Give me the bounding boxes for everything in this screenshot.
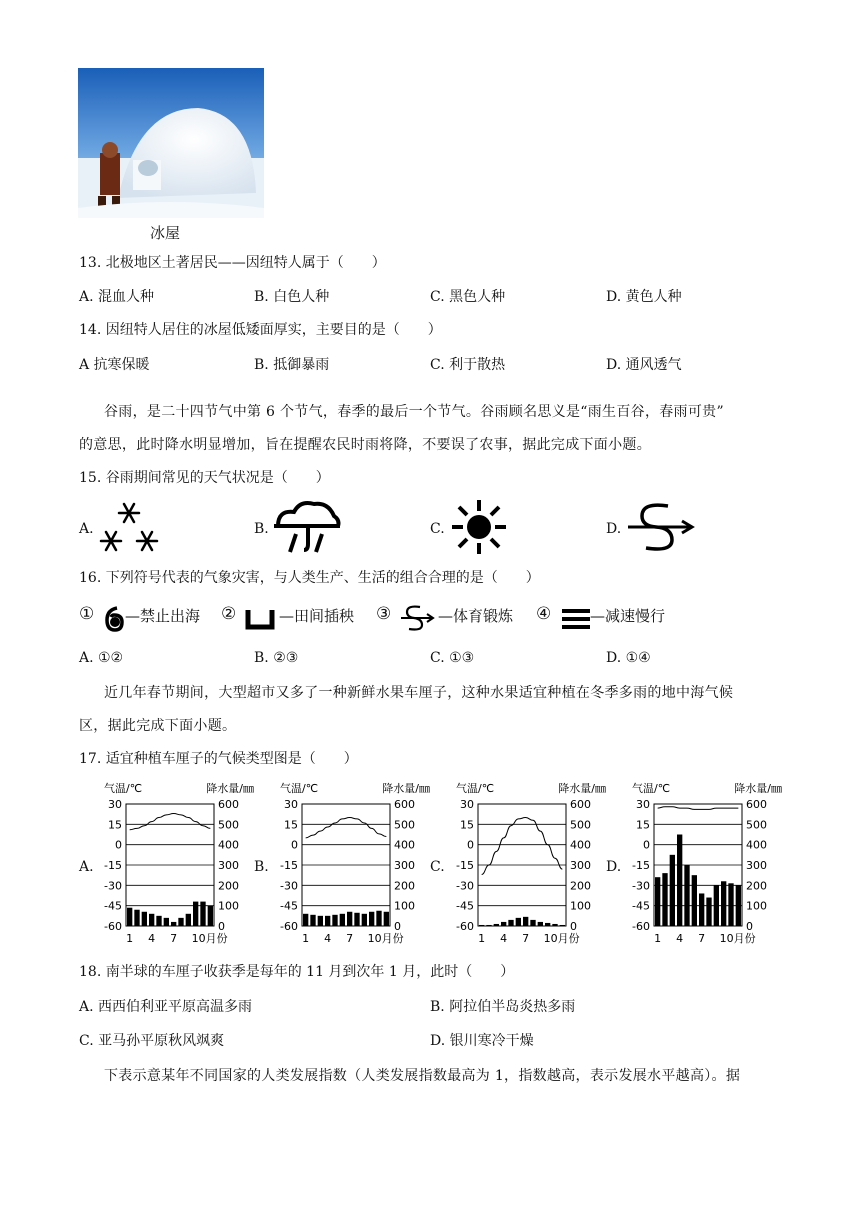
temp-axis-label: 气温/℃	[104, 782, 143, 795]
precip-bar	[670, 855, 675, 926]
month-tick-label: 4	[324, 932, 332, 945]
temp-tick-label: 15	[108, 818, 122, 832]
temp-tick-label: -45	[280, 899, 298, 913]
precip-tick-label: 600	[570, 798, 591, 811]
temperature-line	[658, 807, 739, 810]
q17-stem: 17. 适宜种植车厘子的气候类型图是（ ）	[79, 751, 358, 767]
temp-tick-label: 15	[284, 818, 298, 832]
q15-option-b-letter[interactable]: B.	[254, 521, 269, 537]
precip-tick-label: 500	[394, 818, 415, 832]
precip-bar	[186, 914, 191, 926]
precip-bar	[552, 924, 557, 926]
precip-bar	[677, 835, 682, 927]
q18-option-a[interactable]: A. 西西伯利亚平原高温多雨	[79, 999, 253, 1015]
precip-tick-label: 300	[394, 859, 415, 872]
symbol-label: —田间插秧	[279, 607, 355, 625]
temp-tick-label: -60	[280, 920, 298, 933]
precip-bar	[692, 875, 697, 926]
temp-axis-label: 气温/℃	[280, 782, 319, 795]
month-tick-label: 7	[698, 932, 706, 945]
precip-bar	[486, 925, 491, 926]
temp-tick-label: 30	[284, 798, 298, 811]
q14-option-b[interactable]: B. 抵御暴雨	[254, 357, 330, 373]
month-tick-label: 4	[148, 932, 156, 945]
temp-tick-label: 30	[636, 798, 650, 811]
temp-tick-label: 0	[643, 838, 650, 852]
precip-bar	[479, 925, 484, 926]
q13-option-a[interactable]: A. 混血人种	[79, 289, 155, 305]
temp-tick-label: 0	[291, 838, 298, 852]
precip-tick-label: 600	[746, 798, 767, 811]
precip-bar	[156, 916, 161, 926]
temp-tick-label: -60	[632, 920, 650, 933]
temp-tick-label: 0	[115, 838, 122, 852]
month-tick-label: 4	[500, 932, 508, 945]
precip-tick-label: 100	[570, 899, 591, 913]
igloo-photo	[78, 68, 264, 218]
precip-bar	[494, 924, 499, 926]
drought-icon	[245, 608, 275, 634]
temp-axis-label: 气温/℃	[632, 782, 671, 795]
precip-bar	[142, 912, 147, 926]
passage-cherry-line1: 近几年春节期间，大型超市又多了一种新鲜水果车厘子，这种水果适宜种植在冬季多雨的地中海气候	[104, 685, 734, 701]
q18-option-b[interactable]: B. 阿拉伯半岛炎热多雨	[430, 999, 576, 1015]
temp-tick-label: -30	[632, 879, 650, 893]
precip-bar	[303, 914, 308, 926]
sandstorm-icon	[400, 604, 436, 636]
temp-tick-label: 30	[108, 798, 122, 811]
temp-tick-label: -45	[104, 899, 122, 913]
precip-bar	[721, 881, 726, 926]
precip-bar	[332, 915, 337, 926]
precip-bar	[178, 918, 183, 926]
precip-bar	[354, 913, 359, 926]
precip-bar	[149, 914, 154, 926]
precip-tick-label: 200	[218, 879, 239, 893]
precip-tick-label: 100	[218, 899, 239, 913]
temperature-line	[482, 818, 563, 875]
q16-stem: 16. 下列符号代表的气象灾害，与人类生产、生活的组合合理的是（ ）	[79, 570, 540, 586]
climate-chart-d	[624, 778, 784, 952]
temp-tick-label: -30	[104, 879, 122, 893]
month-tick-label: 7	[170, 932, 178, 945]
precip-tick-label: 500	[570, 818, 591, 832]
precip-bar	[340, 914, 345, 926]
passage-guyu-line1: 谷雨，是二十四节气中第 6 个节气，春季的最后一个节气。谷雨顾名思义是“雨生百谷，春雨可贵”	[104, 404, 724, 420]
temp-tick-label: 15	[460, 818, 474, 832]
symbol-label: —减速慢行	[590, 607, 666, 625]
q17-option-a-letter[interactable]: A.	[79, 859, 94, 875]
month-tick-label: 10月份	[367, 932, 404, 945]
q17-option-d-letter[interactable]: D.	[606, 859, 622, 875]
temp-tick-label: -45	[632, 899, 650, 913]
passage-hdi-line1: 下表示意某年不同国家的人类发展指数（人类发展指数最高为 1，指数越高，表示发展水平越高）。据	[104, 1068, 741, 1084]
temp-tick-label: -60	[104, 920, 122, 933]
precip-bar	[706, 898, 711, 926]
precip-tick-label: 400	[570, 838, 591, 852]
q17-option-b-letter[interactable]: B.	[254, 859, 269, 875]
precip-bar	[545, 923, 550, 926]
temp-tick-label: -15	[632, 859, 650, 872]
q16-symbol-3	[376, 604, 514, 625]
temp-tick-label: 15	[636, 818, 650, 832]
rain-cloud-icon	[272, 498, 342, 560]
typhoon-icon	[103, 606, 125, 636]
temp-tick-label: -15	[104, 859, 122, 872]
q15-option-c-letter[interactable]: C.	[430, 521, 445, 537]
precip-bar	[200, 902, 205, 926]
symbol-number: ①	[79, 604, 95, 624]
climate-chart-c	[448, 778, 608, 952]
precip-bar	[516, 918, 521, 926]
q18-option-c[interactable]: C. 亚马孙平原秋风飒爽	[79, 1033, 225, 1049]
q13-stem: 13. 北极地区土著居民——因纽特人属于（ ）	[79, 255, 386, 271]
precip-bar	[134, 910, 139, 926]
precip-bar	[728, 883, 733, 926]
precip-tick-label: 200	[746, 879, 767, 893]
precip-bar	[736, 885, 741, 926]
q18-option-d[interactable]: D. 银川寒冷干燥	[430, 1033, 534, 1049]
precip-bar	[347, 912, 352, 926]
precip-tick-label: 500	[218, 818, 239, 832]
temp-tick-label: -15	[456, 859, 474, 872]
precip-tick-label: 200	[570, 879, 591, 893]
snow-icon	[98, 500, 160, 560]
precip-bar	[318, 916, 323, 926]
wind-icon	[626, 500, 696, 558]
photo-caption: 冰屋	[150, 224, 181, 242]
precip-tick-label: 200	[394, 879, 415, 893]
q15-stem: 15. 谷雨期间常见的天气状况是（ ）	[79, 470, 330, 486]
passage-guyu-line2: 的意思，此时降水明显增加，旨在提醒农民时雨将降，不要误了农事，据此完成下面小题。	[79, 437, 651, 453]
precip-bar	[560, 925, 565, 926]
symbol-label: —体育锻炼	[438, 607, 514, 625]
q14-stem: 14. 因纽特人居住的冰屋低矮面厚实，主要目的是（ ）	[79, 322, 442, 338]
precip-tick-label: 300	[218, 859, 239, 872]
temp-tick-label: 0	[467, 838, 474, 852]
q16-option-b[interactable]: B. ②③	[254, 650, 299, 666]
month-tick-label: 1	[478, 932, 486, 945]
precip-bar	[523, 917, 528, 926]
climate-chart-a	[96, 778, 256, 952]
precip-axis-label: 降水量/㎜	[734, 782, 782, 795]
month-tick-label: 1	[302, 932, 310, 945]
precip-tick-label: 500	[746, 818, 767, 832]
temperature-line	[130, 813, 211, 829]
month-tick-label: 1	[654, 932, 662, 945]
temp-tick-label: -30	[280, 879, 298, 893]
precip-bar	[325, 916, 330, 926]
q16-option-d[interactable]: D. ①④	[606, 650, 651, 666]
precip-bar	[362, 914, 367, 926]
q16-option-a[interactable]: A. ①②	[79, 650, 124, 666]
temp-tick-label: -15	[280, 859, 298, 872]
month-tick-label: 7	[522, 932, 530, 945]
precip-bar	[538, 922, 543, 926]
q14-option-d[interactable]: D. 通风透气	[606, 357, 682, 373]
q13-option-d[interactable]: D. 黄色人种	[606, 289, 682, 305]
passage-cherry-line2: 区，据此完成下面小题。	[79, 718, 237, 734]
precip-bar	[171, 922, 176, 926]
precip-tick-label: 300	[746, 859, 767, 872]
q14-option-c[interactable]: C. 利于散热	[430, 357, 506, 373]
precip-bar	[208, 906, 213, 926]
precip-tick-label: 100	[394, 899, 415, 913]
precip-tick-label: 400	[218, 838, 239, 852]
symbol-number: ③	[376, 604, 392, 624]
precip-bar	[662, 873, 667, 926]
precip-tick-label: 600	[394, 798, 415, 811]
month-tick-label: 7	[346, 932, 354, 945]
precip-tick-label: 0	[570, 920, 577, 933]
precip-bar	[369, 912, 374, 926]
month-tick-label: 10月份	[191, 932, 228, 945]
precip-tick-label: 400	[746, 838, 767, 852]
precip-tick-label: 300	[570, 859, 591, 872]
symbol-number: ④	[536, 604, 552, 624]
precip-bar	[530, 920, 535, 926]
temp-tick-label: -60	[456, 920, 474, 933]
precip-axis-label: 降水量/㎜	[558, 782, 606, 795]
precip-tick-label: 0	[218, 920, 225, 933]
climate-chart-b	[272, 778, 432, 952]
precip-tick-label: 0	[746, 920, 753, 933]
q17-option-c-letter[interactable]: C.	[430, 859, 445, 875]
precip-bar	[193, 902, 198, 926]
q16-option-c[interactable]: C. ①③	[430, 650, 475, 666]
precip-tick-label: 100	[746, 899, 767, 913]
q16-symbol-4	[536, 604, 666, 625]
precip-tick-label: 600	[218, 798, 239, 811]
q14-option-a[interactable]: A 抗寒保暖	[79, 357, 150, 373]
precip-bar	[376, 911, 381, 926]
temperature-line	[306, 818, 387, 838]
month-tick-label: 4	[676, 932, 684, 945]
symbol-number: ②	[221, 604, 237, 624]
month-tick-label: 10月份	[719, 932, 756, 945]
temp-tick-label: -30	[456, 879, 474, 893]
precip-tick-label: 400	[394, 838, 415, 852]
precip-axis-label: 降水量/㎜	[382, 782, 430, 795]
temp-axis-label: 气温/℃	[456, 782, 495, 795]
temp-tick-label: -45	[456, 899, 474, 913]
q13-option-c[interactable]: C. 黑色人种	[430, 289, 506, 305]
precip-bar	[164, 918, 169, 926]
precip-bar	[501, 922, 506, 926]
month-tick-label: 1	[126, 932, 134, 945]
precip-bar	[508, 920, 513, 926]
precip-bar	[310, 915, 315, 926]
q16-symbol-2	[221, 604, 355, 625]
precip-bar	[684, 865, 689, 926]
sunny-icon	[450, 498, 508, 560]
q18-stem: 18. 南半球的车厘子收获季是每年的 11 月到次年 1 月，此时（ ）	[79, 964, 515, 980]
precip-bar	[384, 912, 389, 926]
q16-symbol-1	[79, 604, 201, 625]
precip-axis-label: 降水量/㎜	[206, 782, 254, 795]
symbol-label: —禁止出海	[125, 607, 201, 625]
q15-option-d-letter[interactable]: D.	[606, 521, 622, 537]
month-tick-label: 10月份	[543, 932, 580, 945]
fog-icon	[562, 609, 590, 633]
q13-option-b[interactable]: B. 白色人种	[254, 289, 330, 305]
precip-bar	[127, 908, 132, 926]
precip-bar	[714, 885, 719, 926]
precip-bar	[655, 877, 660, 926]
precip-bar	[699, 893, 704, 926]
temp-tick-label: 30	[460, 798, 474, 811]
precip-tick-label: 0	[394, 920, 401, 933]
q15-option-a-letter[interactable]: A.	[79, 521, 94, 537]
